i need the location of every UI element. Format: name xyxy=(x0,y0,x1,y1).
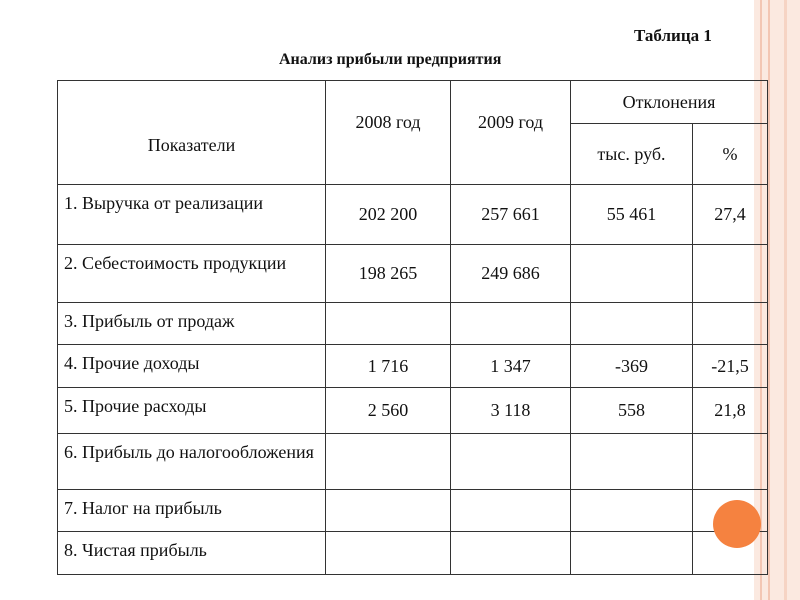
cell-2009 xyxy=(451,490,571,532)
header-year-2008: 2008 год xyxy=(326,81,451,185)
table-row xyxy=(58,490,768,532)
cell-2008: 198 265 xyxy=(326,245,451,303)
table-row xyxy=(58,245,768,303)
profit-analysis-table xyxy=(57,80,768,575)
row-label: 3. Прибыль от продаж xyxy=(58,303,326,345)
cell-2009 xyxy=(451,532,571,575)
decorative-circle xyxy=(713,500,761,548)
cell-2009: 3 118 xyxy=(451,388,571,434)
header-indicator: Показатели xyxy=(58,81,326,185)
row-label: 8. Чистая прибыль xyxy=(58,532,326,575)
cell-deviation-abs: 55 461 xyxy=(571,185,693,245)
cell-deviation-abs xyxy=(571,490,693,532)
table-row xyxy=(58,388,768,434)
cell-2008: 2 560 xyxy=(326,388,451,434)
cell-deviation-abs: 558 xyxy=(571,388,693,434)
table-number: Таблица 1 xyxy=(634,26,712,45)
cell-2008 xyxy=(326,490,451,532)
cell-2009 xyxy=(451,303,571,345)
cell-2009: 257 661 xyxy=(451,185,571,245)
cell-2009 xyxy=(451,434,571,490)
cell-2008 xyxy=(326,434,451,490)
cell-deviation-abs xyxy=(571,303,693,345)
cell-deviation-abs xyxy=(571,245,693,303)
header-year-2009: 2009 год xyxy=(451,81,571,185)
cell-2009: 1 347 xyxy=(451,345,571,388)
header-deviation-percent: % xyxy=(693,124,768,185)
cell-2008 xyxy=(326,532,451,575)
header-deviations: Отклонения xyxy=(571,81,768,124)
table-row xyxy=(58,532,768,575)
table-title: Анализ прибыли предприятия xyxy=(279,51,502,68)
cell-deviation-pct xyxy=(693,245,768,303)
cell-deviation-abs xyxy=(571,434,693,490)
cell-2008 xyxy=(326,303,451,345)
table-row xyxy=(58,434,768,490)
row-label: 2. Себестоимость продукции xyxy=(58,245,326,303)
cell-deviation-pct xyxy=(693,303,768,345)
row-label: 4. Прочие доходы xyxy=(58,345,326,388)
row-label: 1. Выручка от реализации xyxy=(58,185,326,245)
cell-deviation-abs: -369 xyxy=(571,345,693,388)
row-label: 6. Прибыль до налогообложения xyxy=(58,434,326,490)
cell-deviation-pct: 21,8 xyxy=(693,388,768,434)
row-label: 5. Прочие расходы xyxy=(58,388,326,434)
table-row xyxy=(58,185,768,245)
table-row xyxy=(58,303,768,345)
row-label: 7. Налог на прибыль xyxy=(58,490,326,532)
table-row xyxy=(58,345,768,388)
cell-2008: 1 716 xyxy=(326,345,451,388)
cell-deviation-abs xyxy=(571,532,693,575)
cell-2008: 202 200 xyxy=(326,185,451,245)
decoration-stripe xyxy=(768,0,770,600)
cell-2009: 249 686 xyxy=(451,245,571,303)
cell-deviation-pct: 27,4 xyxy=(693,185,768,245)
cell-deviation-pct xyxy=(693,434,768,490)
decoration-stripe xyxy=(784,0,787,600)
cell-deviation-pct: -21,5 xyxy=(693,345,768,388)
header-deviation-thousand-rub: тыс. руб. xyxy=(571,124,693,185)
